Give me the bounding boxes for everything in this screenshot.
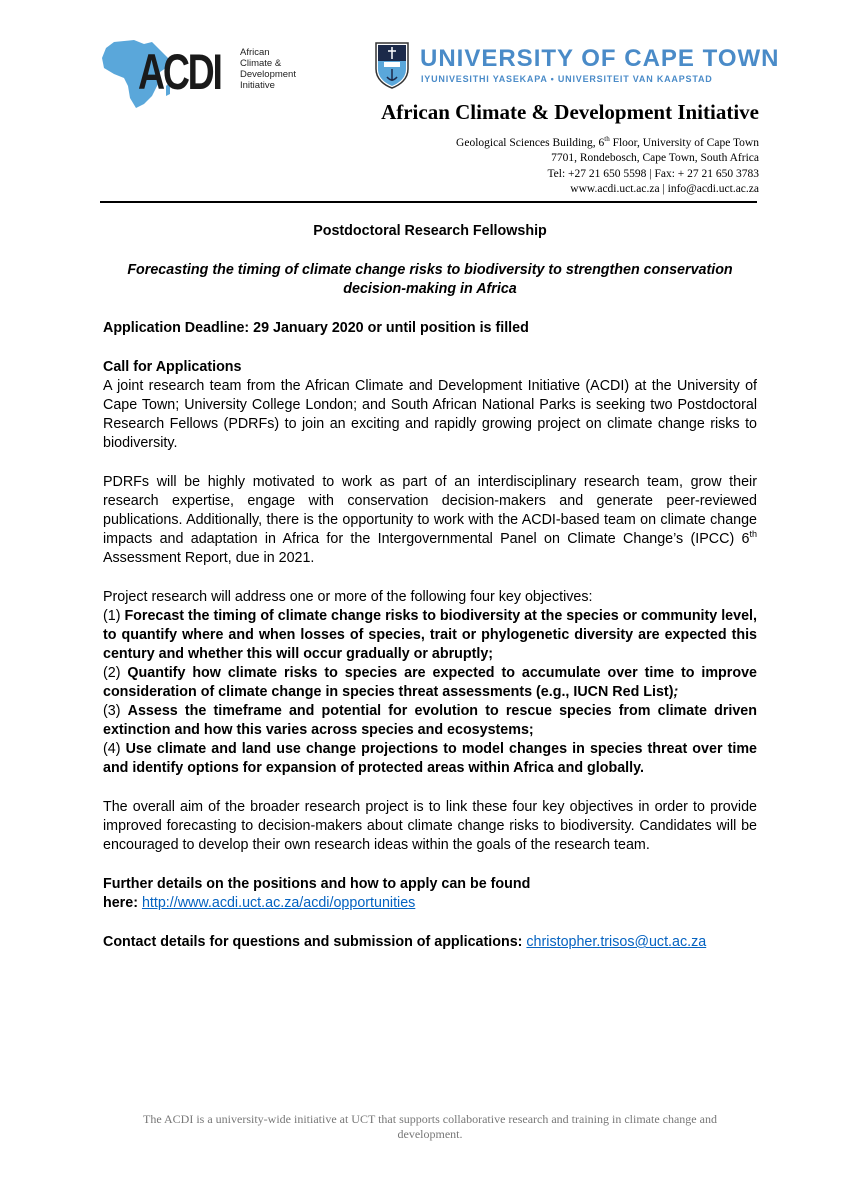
address-text: Geological Sciences Building, 6: [456, 137, 605, 149]
address: [456, 136, 759, 166]
address-text: Floor, University of Cape Town: [609, 137, 759, 149]
phone-fax: Tel: +27 21 650 5598 | Fax: + 27 21 650 3783: [547, 168, 759, 180]
acdi-subtitle-line: Climate &: [240, 58, 282, 69]
acdi-logo: [100, 38, 350, 110]
acdi-subtitle-line: African: [240, 47, 270, 58]
document-body: [103, 222, 757, 972]
objectives: [103, 588, 757, 778]
further-details: [103, 875, 757, 913]
acdi-subtitle-line: Development: [240, 69, 296, 80]
acdi-wordmark: ACDI: [138, 44, 221, 100]
details-text: Further details on the positions and how to apply can be found: [103, 876, 531, 892]
objective-item: [103, 607, 757, 664]
superscript: th: [749, 529, 757, 540]
opportunities-link[interactable]: http://www.acdi.uct.ac.za/acdi/opportunities: [141, 895, 416, 911]
objective-number: (4): [103, 741, 126, 757]
contact-details: [103, 933, 757, 952]
objective-number: (2): [103, 665, 128, 681]
paragraph-aim: The overall aim of the broader research project is to link these four key objectives in order to provide improved forecasting to decision-makers about climate change risks to biodiversity. Candidates will be encouraged to develop their own research ideas within the goals of the research team.: [103, 799, 757, 853]
acdi-subtitle-line: Initiative: [240, 80, 275, 91]
doc-title: Postdoctoral Research Fellowship: [313, 223, 547, 239]
objective-text: Assess the timeframe and potential for evolution to rescue species from climate driven extinction and how this varies across species and ecosystems;: [103, 703, 757, 738]
org-name: African Climate & Development Initiative: [381, 100, 759, 124]
call-heading: Call for Applications: [103, 359, 242, 375]
objective-number: (3): [103, 703, 128, 719]
doc-subtitle: Forecasting the timing of climate change risks to biodiversity to strengthen conservation decision-making in Africa: [127, 262, 733, 297]
uct-title: UNIVERSITY OF CAPE TOWN: [420, 45, 780, 72]
objective-text: Forecast the timing of climate change risks to biodiversity at the species or community level, to quantify where and when losses of species, trait or phylogenetic diversity are expected this century and whether this will occur gradually or abruptly;: [103, 608, 757, 662]
objective-text: Use climate and land use change projections to model changes in species threat over time and identify options for expansion of protected areas within Africa and globally.: [103, 741, 757, 776]
address-line-2: 7701, Rondebosch, Cape Town, South Africa: [551, 152, 759, 164]
superscript: th: [604, 135, 610, 144]
header-divider: [100, 201, 757, 203]
contact-info: [547, 167, 759, 197]
paragraph-pdrf: [103, 473, 757, 568]
address-line-1: [456, 136, 759, 151]
text: PDRFs will be highly motivated to work as part of an interdisciplinary research team, grow their research expertise, engage with conservation decision-makers and generate peer-reviewed publications. Additionally, there is the opportunity to work with the ACDI-based team on climate change impacts and adaptation in Africa for the Intergovernmental Panel on Climate Change’s (IPCC) 6: [103, 474, 757, 547]
deadline: Application Deadline: 29 January 2020 or until position is filled: [103, 320, 529, 336]
objective-text: Quantify how climate risks to species are expected to accumulate over time to improve consideration of climate change in species threat assessments (e.g., IUCN Red List): [103, 665, 757, 700]
acdi-subtitle: [240, 47, 296, 91]
footer-text: The ACDI is a university-wide initiative at UCT that supports collaborative research and training in climate change and development.: [143, 1112, 717, 1141]
objective-item: [103, 740, 757, 778]
objective-tail: ;: [673, 684, 679, 700]
objective-number: (1): [103, 608, 125, 624]
objective-item: [103, 664, 757, 702]
web-email: www.acdi.uct.ac.za | info@acdi.uct.ac.za: [570, 183, 759, 195]
objectives-intro: Project research will address one or more of the following four key objectives:: [103, 589, 593, 605]
uct-subtitle: IYUNIVESITHI YASEKAPA • UNIVERSITEIT VAN KAAPSTAD: [421, 74, 713, 84]
paragraph-intro: A joint research team from the African Climate and Development Initiative (ACDI) at the University of Cape Town; University College London; and South African National Parks is seeking two Postdoctoral Research Fellows (PDRFs) to join an exciting and rapidly growing project on climate change risks to biodiversity.: [103, 378, 757, 451]
details-here: here:: [103, 895, 138, 911]
uct-crest-icon: [374, 41, 410, 89]
call-section: [103, 358, 757, 453]
objective-item: [103, 702, 757, 740]
contact-label: Contact details for questions and submission of applications:: [103, 934, 523, 950]
contact-email-link[interactable]: christopher.trisos@uct.ac.za: [526, 934, 707, 950]
text: Assessment Report, due in 2021.: [103, 550, 315, 566]
